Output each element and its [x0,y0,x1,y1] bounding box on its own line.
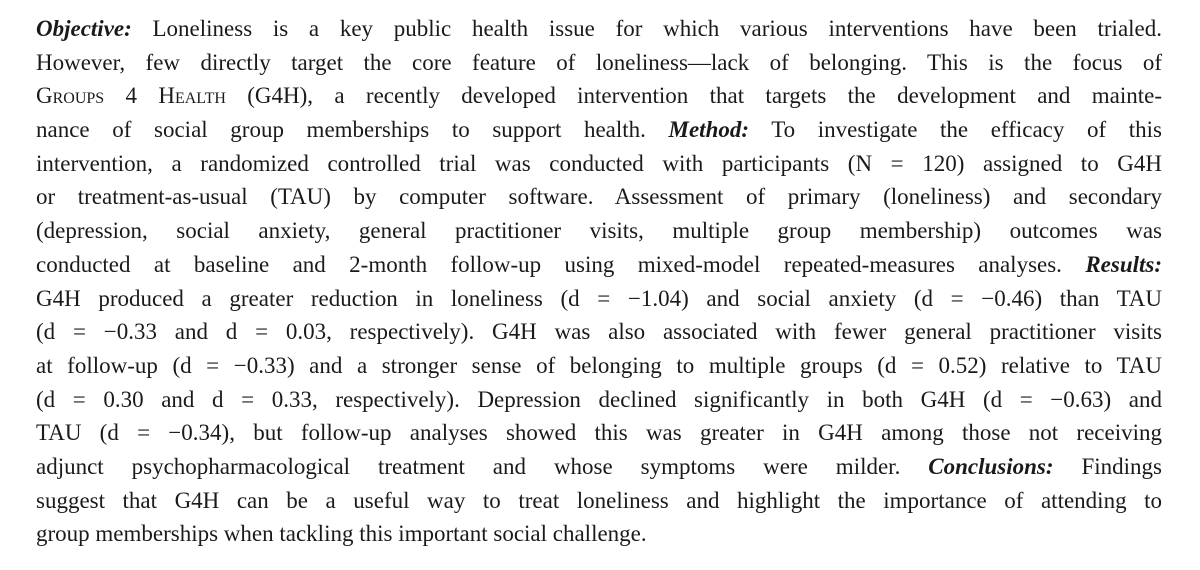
text-run: conducted at baseline and 2-month follow-up using mixed-model repeated-measures analyses. [36,251,1086,277]
italic-symbol: d [43,319,56,345]
italic-symbol: d [107,420,119,446]
text-run: adjunct psychopharmacological treatment and whose symptoms were milder. [36,453,929,479]
text-run: However, few directly target the core feature of loneliness—lack of belonging. This is the focus of [36,49,1162,75]
text-line [36,12,1162,46]
section-heading: Conclusions: [928,453,1054,479]
text-run: = 0.30 and [55,386,213,412]
italic-symbol: d [568,285,580,311]
text-run: ( [36,386,44,412]
text-run: = −0.33) and a stronger sense of belonging to multiple groups ( [191,352,885,378]
text-run: group memberships when tackling this important social challenge. [36,521,647,547]
text-line [36,79,1162,113]
italic-symbol: d [990,386,1003,412]
italic-symbol: d [212,386,224,412]
text-run: (depression, social anxiety, general practitioner visits, multiple group membership) outcomes was [36,218,1162,244]
italic-symbol: d [43,386,56,412]
text-run: = −0.33 and [55,319,226,345]
text-run: (G4H), a recently developed intervention that targets the development and mainte- [225,83,1162,109]
text-line [36,450,1162,484]
text-line [36,248,1162,282]
small-caps-term: Groups 4 Health [36,83,226,109]
text-line [36,383,1162,417]
text-line [36,214,1162,248]
italic-symbol: d [921,285,934,311]
text-line [36,517,1162,551]
text-run: = 0.33, respectively). Depression declined significantly in both G4H ( [223,386,991,412]
section-heading: Method: [668,117,750,143]
text-run: or treatment-as-usual (TAU) by computer software. Assessment of primary (loneliness) and secondary [36,184,1162,210]
text-run: Loneliness is a key public health issue for which various interventions have been trialed. [131,16,1162,41]
italic-symbol: d [225,319,238,345]
text-line [36,113,1162,147]
text-line [36,282,1162,316]
text-run: = 120) assigned to G4H [872,150,1163,176]
text-line [36,315,1162,349]
text-run: = −0.46) than TAU [933,285,1162,311]
text-run: = −0.34), but follow-up analyses showed this was greater in G4H among those not receiving [118,420,1162,446]
text-run: ( [36,319,44,345]
text-line [36,416,1162,450]
text-run: = 0.03, respectively). G4H was also associated with fewer general practitioner visits [237,319,1162,345]
abstract-paragraph [36,12,1162,551]
text-run: = −0.63) and [1002,386,1163,412]
italic-symbol: d [180,352,192,378]
text-run: nance of social group memberships to support health. [36,117,669,143]
text-run: G4H produced a greater reduction in loneliness ( [36,285,569,311]
text-run: = 0.52) relative to TAU [896,352,1162,378]
text-run: at follow-up ( [36,352,181,378]
text-run: Findings [1053,453,1162,479]
text-run: intervention, a randomized controlled trial was conducted with participants ( [36,150,856,176]
text-line [36,180,1162,214]
italic-symbol: N [855,150,873,176]
text-run: To investigate the efficacy of this [749,117,1162,143]
text-line [36,46,1162,80]
text-run: = −1.04) and social anxiety ( [579,285,922,311]
text-run: suggest that G4H can be a useful way to treat loneliness and highlight the importance of attending to [36,487,1162,513]
text-run: TAU ( [36,420,108,446]
section-heading: Results: [1085,251,1162,277]
text-line [36,349,1162,383]
text-line [36,484,1162,518]
text-line [36,147,1162,181]
italic-symbol: d [884,352,897,378]
section-heading: Objective: [36,16,132,41]
